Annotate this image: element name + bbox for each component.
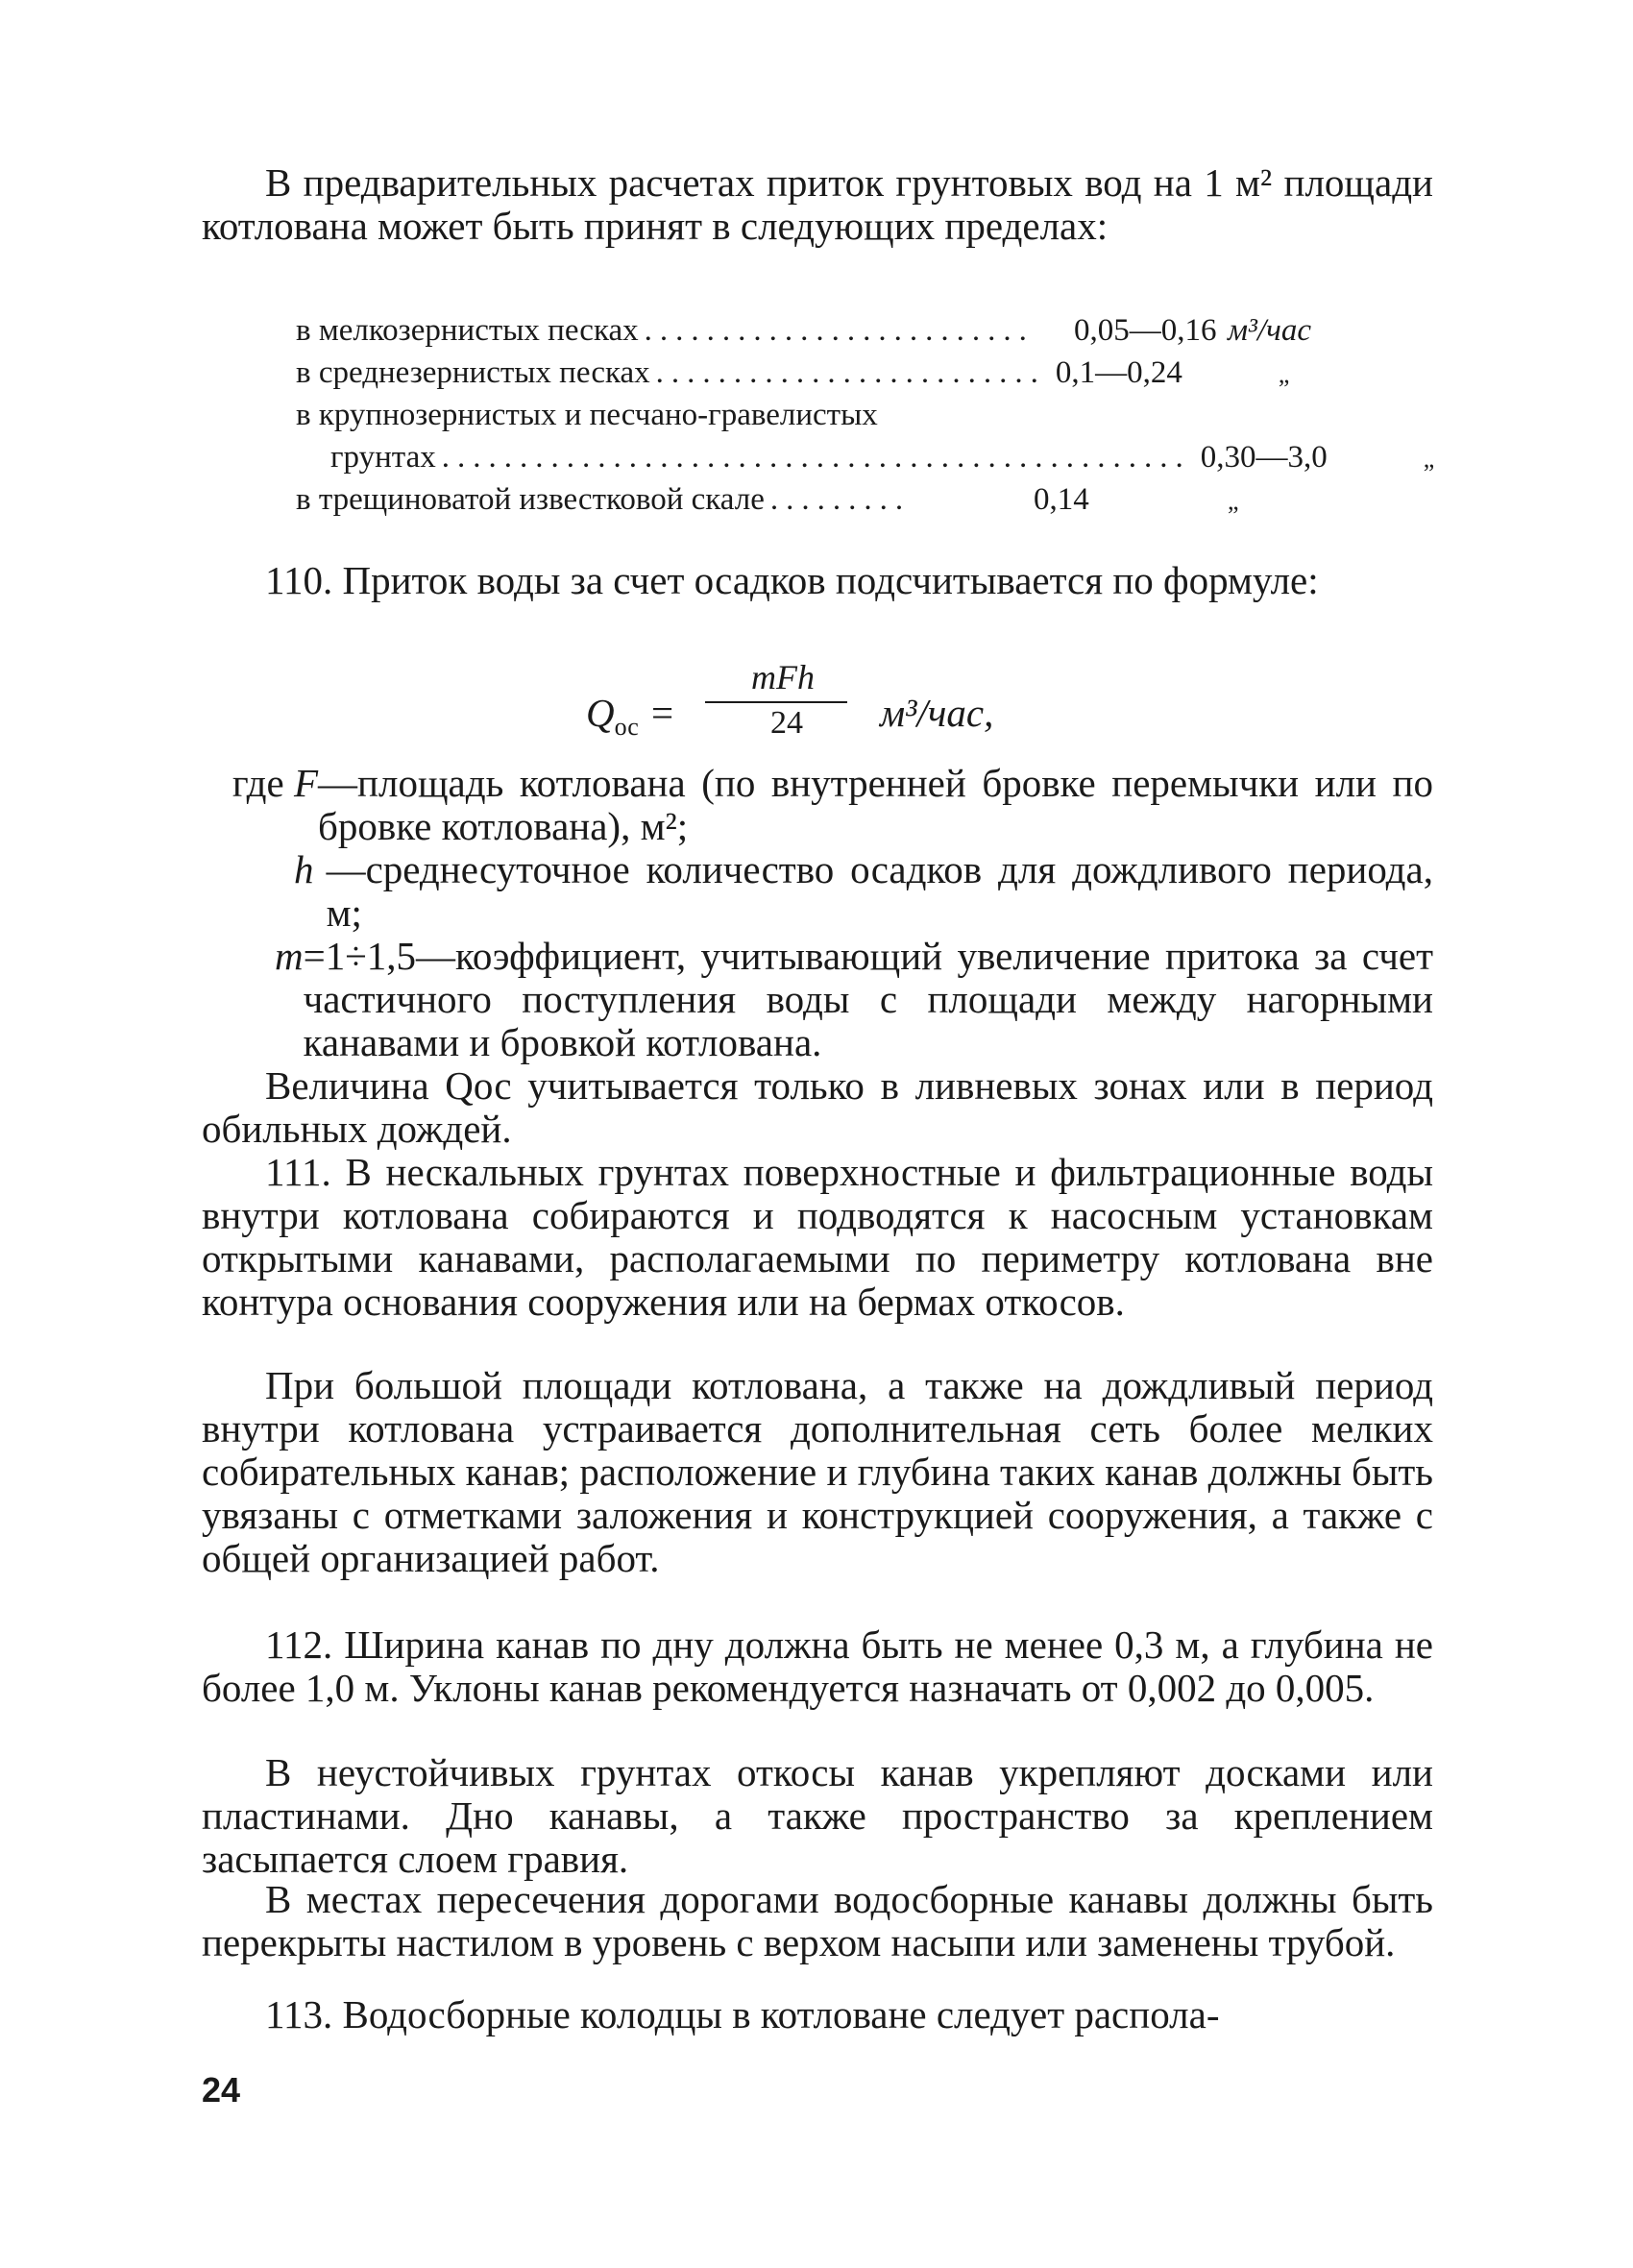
legend-item <box>202 935 1433 1064</box>
legend-text: =1÷1,5—коэффициент, учитывающий увеличение притока за счет частичного поступления воды с площади между нагорными канавами и бровкой котлована. <box>303 934 1433 1064</box>
legend-item <box>202 848 1433 935</box>
legend-lead-text: где <box>232 761 284 805</box>
paragraph-113 <box>202 1993 1433 2036</box>
formula-legend <box>202 762 1433 1064</box>
paragraph-text: 113. Водосборные колодцы в котловане следует распола- <box>265 1992 1220 2036</box>
inflow-row-unit: „ <box>1278 360 1290 388</box>
leader-dots: ................................................ <box>441 440 1191 475</box>
paragraph-unstable-soils <box>202 1751 1433 1881</box>
legend-item <box>202 762 1433 848</box>
inflow-row-unit: м³/час <box>1228 313 1312 348</box>
leader-dots: ......................... <box>644 313 1035 348</box>
paragraph-road-crossings <box>202 1878 1433 1964</box>
paragraph-110-text: 110. Приток воды за счет осадков подсчитывается по формуле: <box>265 558 1319 602</box>
paragraph-text: В неустойчивых грунтах откосы канав укрепляют досками или пластинами. Дно канавы, а также пространство за креплением засыпается слоем гравия. <box>202 1750 1433 1881</box>
intro-text: В предварительных расчетах приток грунтовых вод на 1 м² площади котлована может быть принят в следующих пределах: <box>202 160 1433 248</box>
inflow-row-unit: „ <box>1423 445 1435 473</box>
page-number: 24 <box>202 2070 241 2109</box>
paragraph-text: 112. Ширина канав по дну должна быть не менее 0,3 м, а глубина не более 1,0 м. Уклоны канав рекомендуется назначать от 0,002 до 0,005. <box>202 1622 1433 1710</box>
inflow-row-value: 0,30—3,0 <box>1200 440 1328 475</box>
inflow-table <box>296 309 1435 521</box>
inflow-row-unit: „ <box>1228 487 1239 515</box>
inflow-row-value: 0,14 <box>1034 482 1089 517</box>
inflow-row-value: 0,05—0,16 <box>1074 313 1217 348</box>
legend-symbol: F <box>294 761 319 805</box>
inflow-row-label: в трещиноватой известковой скале <box>296 482 765 517</box>
inflow-row-label: грунтах <box>330 440 436 475</box>
inflow-row <box>296 478 1333 521</box>
inflow-row <box>296 309 1333 352</box>
intro-paragraph <box>202 161 1433 248</box>
fraction-bar <box>705 701 847 703</box>
formula-lhs <box>586 690 639 742</box>
paragraph-text: 111. В нескальных грунтах поверхностные и фильтрационные воды внутри котлована собираются и подводятся к насосным установкам открытыми канавами, располагаемыми по периметру котлована вне контура основания сооружения или на бермах откосов. <box>202 1150 1433 1324</box>
legend-lead <box>202 762 294 848</box>
paragraph-text: При большой площади котлована, а также на дождливый период внутри котлована устраивается дополнительная сеть более мелких собирательных канав; расположение и глубина таких канав должны быть увязаны с отметками заложения и конструкцией сооружения, а также с общей организацией работ. <box>202 1363 1433 1580</box>
inflow-row-label: в мелкозернистых песках <box>296 313 639 348</box>
inflow-row <box>296 436 1435 478</box>
formula-q: Q <box>586 691 615 735</box>
formula-qoc <box>586 657 1085 753</box>
leader-dots: ......... <box>769 482 912 517</box>
paragraph-112 <box>202 1623 1433 1710</box>
inflow-row <box>296 352 1333 394</box>
paragraph-110 <box>202 559 1433 602</box>
leader-dots: ......................... <box>655 355 1046 390</box>
legend-symbol: m <box>275 934 304 978</box>
legend-symbol: h <box>294 847 314 891</box>
paragraph-qoc-note <box>202 1064 1433 1151</box>
paragraph-text: Величина Qос учитывается только в ливневых зонах или в период обильных дождей. <box>202 1063 1433 1151</box>
legend-text: —площадь котлована (по внутренней бровке перемычки или по бровке котлована), м²; <box>318 761 1433 848</box>
legend-text: —среднесуточное количество осадков для дождливого периода, м; <box>326 847 1433 935</box>
paragraph-drainage-network <box>202 1364 1433 1580</box>
inflow-row <box>296 394 1333 436</box>
formula-equals: = <box>651 691 674 735</box>
formula-unit: м³/час, <box>880 691 994 735</box>
formula-q-subscript: ос <box>614 713 639 742</box>
paragraph-text: В местах пересечения дорогами водосборные канавы должны быть перекрыты настилом в уровень с верхом насыпи или заменены трубой. <box>202 1877 1433 1964</box>
inflow-row-value: 0,1—0,24 <box>1055 355 1182 390</box>
inflow-row-label: в крупнозернистых и песчано-гравелистых <box>296 398 878 432</box>
inflow-row-label: в среднезернистых песках <box>296 355 650 390</box>
paragraph-111 <box>202 1151 1433 1324</box>
formula-denominator: 24 <box>770 705 803 741</box>
formula-numerator: mFh <box>751 658 815 696</box>
